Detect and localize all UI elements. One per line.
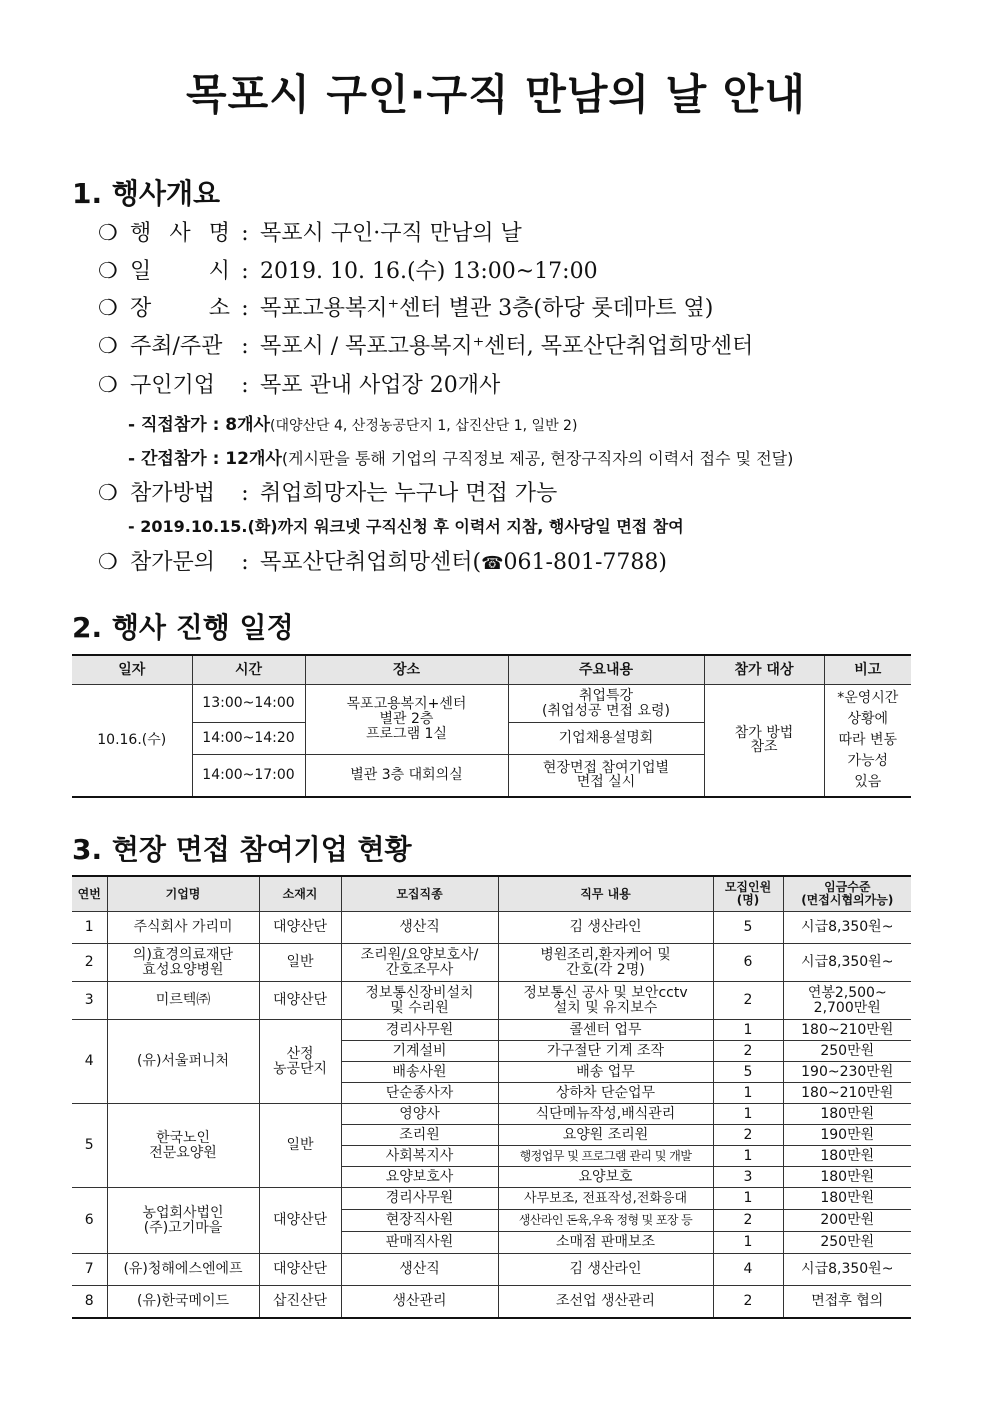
col-header-location: 소재지 — [259, 876, 341, 912]
job-type: 판매직사원 — [341, 1232, 498, 1254]
job-count: 1 — [713, 1104, 783, 1125]
bullet-mark: ❍ — [98, 296, 118, 321]
schedule-table — [72, 654, 911, 798]
bullet-mark: ❍ — [98, 259, 118, 284]
job-wage: 180만원 — [783, 1167, 911, 1188]
job-wage: 시급8,350원~ — [783, 944, 911, 982]
job-desc: 김 생산라인 — [498, 1254, 713, 1286]
job-type: 사회복지사 — [341, 1146, 498, 1167]
sub-direct-label: - 직접참가 : 8개사 — [128, 415, 270, 435]
job-wage: 180~210만원 — [783, 1020, 911, 1041]
overview-item-companies — [98, 368, 500, 399]
overview-label: 주최/주관 — [130, 334, 223, 359]
overview-item-place — [98, 291, 713, 322]
job-wage: 시급8,350원~ — [783, 1254, 911, 1286]
job-count: 5 — [713, 1062, 783, 1083]
col-header-note: 비고 — [824, 655, 911, 685]
job-wage: 180만원 — [783, 1146, 911, 1167]
col-header-place: 장소 — [305, 655, 508, 685]
job-desc: 상하차 단순업무 — [498, 1083, 713, 1104]
job-count: 4 — [713, 1254, 783, 1286]
schedule-time: 13:00~14:00 — [192, 685, 305, 723]
companies-table — [72, 875, 911, 1319]
company-name: 주식회사 가리미 — [107, 912, 259, 944]
company-location: 대양산단 — [259, 1188, 341, 1254]
job-desc: 식단메뉴작성,배식관리 — [498, 1104, 713, 1125]
job-type: 단순종사자 — [341, 1083, 498, 1104]
table-row — [72, 982, 911, 1020]
bullet-mark: ❍ — [98, 373, 118, 398]
schedule-content: 기업채용설명회 — [508, 723, 704, 755]
bullet-mark: ❍ — [98, 550, 118, 575]
job-wage: 250만원 — [783, 1041, 911, 1062]
job-wage: 200만원 — [783, 1210, 911, 1232]
company-location: 대양산단 — [259, 912, 341, 944]
job-wage: 180만원 — [783, 1104, 911, 1125]
schedule-place: 목포고용복지+센터 별관 2층 프로그램 1실 — [305, 685, 508, 755]
job-count: 2 — [713, 1210, 783, 1232]
job-type: 현장직사원 — [341, 1210, 498, 1232]
table-row — [72, 1254, 911, 1286]
colon: : — [241, 221, 249, 246]
job-count: 1 — [713, 1020, 783, 1041]
job-count: 3 — [713, 1167, 783, 1188]
overview-item-date — [98, 254, 598, 285]
job-wage: 180만원 — [783, 1188, 911, 1210]
company-location: 대양산단 — [259, 982, 341, 1020]
overview-label: 참가방법 — [130, 481, 216, 506]
sub-indirect — [128, 444, 793, 469]
company-no: 1 — [72, 912, 107, 944]
col-header-date: 일자 — [72, 655, 192, 685]
overview-item-name — [98, 216, 522, 247]
job-type: 요양보호사 — [341, 1167, 498, 1188]
overview-value: 목포고용복지⁺센터 별관 3층(하당 롯데마트 옆) — [260, 296, 714, 321]
overview-item-contact — [98, 545, 667, 576]
job-desc: 조선업 생산관리 — [498, 1286, 713, 1318]
sub-indirect-label: - 간접참가 : 12개사 — [128, 449, 282, 469]
table-row — [72, 1020, 911, 1041]
job-count: 6 — [713, 944, 783, 982]
job-desc: 사무보조, 전표작성,전화응대 — [498, 1188, 713, 1210]
colon: : — [241, 481, 249, 506]
col-header-job-type: 모집직종 — [341, 876, 498, 912]
job-type: 영양사 — [341, 1104, 498, 1125]
company-no: 2 — [72, 944, 107, 982]
overview-label: 구인기업 — [130, 373, 216, 398]
schedule-note: *운영시간 상황에 따라 변동 가능성 있음 — [824, 685, 911, 797]
overview-label: 장 소 — [130, 296, 230, 321]
section2-heading: 2. 행사 진행 일정 — [72, 611, 294, 644]
overview-value: 목포시 구인·구직 만남의 날 — [260, 221, 522, 246]
company-name: 미르텍㈜ — [107, 982, 259, 1020]
schedule-content: 취업특강 (취업성공 면접 요령) — [508, 685, 704, 723]
job-wage: 연봉2,500~ 2,700만원 — [783, 982, 911, 1020]
table-row — [72, 912, 911, 944]
table-row — [72, 944, 911, 982]
page-title: 목포시 구인·구직 만남의 날 안내 — [186, 70, 806, 119]
job-wage: 시급8,350원~ — [783, 912, 911, 944]
col-header-content: 주요내용 — [508, 655, 704, 685]
overview-value: 목포시 / 목포고용복지⁺센터, 목포산단취업희망센터 — [260, 334, 754, 359]
company-no: 5 — [72, 1104, 107, 1188]
sub-method: - 2019.10.15.(화)까지 워크넷 구직신청 후 이력서 지참, 행사당일 면접 참여 — [128, 517, 684, 536]
job-desc: 김 생산라인 — [498, 912, 713, 944]
schedule-date: 10.16.(수) — [72, 685, 192, 797]
company-name: (유)서울퍼니처 — [107, 1020, 259, 1104]
job-wage: 180~210만원 — [783, 1083, 911, 1104]
company-name: 한국노인 전문요양원 — [107, 1104, 259, 1188]
schedule-time: 14:00~14:20 — [192, 723, 305, 755]
table-header-row — [72, 876, 911, 912]
job-desc: 요양보호 — [498, 1167, 713, 1188]
contact-phone: 061-801-7788) — [503, 550, 667, 575]
overview-item-method — [98, 476, 557, 507]
job-desc: 소매점 판매보조 — [498, 1232, 713, 1254]
col-header-target: 참가 대상 — [704, 655, 824, 685]
company-name: 의)효경의료재단 효성요양병원 — [107, 944, 259, 982]
sub-direct-detail: (대양산단 4, 산정농공단지 1, 삽진산단 1, 일반 2) — [269, 418, 578, 434]
job-desc: 배송 업무 — [498, 1062, 713, 1083]
company-name: (유)청해에스엔에프 — [107, 1254, 259, 1286]
table-header-row — [72, 655, 911, 685]
job-count: 5 — [713, 912, 783, 944]
overview-value: 2019. 10. 16.(수) 13:00~17:00 — [260, 259, 598, 284]
section1-heading: 1. 행사개요 — [72, 177, 221, 210]
job-desc: 병원조리,환자케어 및 간호(각 2명) — [498, 944, 713, 982]
job-type: 생산직 — [341, 912, 498, 944]
bullet-mark: ❍ — [98, 481, 118, 506]
job-desc: 생산라인 돈육,우육 정형 및 포장 등 — [498, 1210, 713, 1232]
col-header-wage: 임금수준 (면접시협의가능) — [783, 876, 911, 912]
bullet-mark: ❍ — [98, 221, 118, 246]
job-wage: 면접후 협의 — [783, 1286, 911, 1318]
table-row — [72, 1104, 911, 1125]
job-count: 1 — [713, 1146, 783, 1167]
company-no: 3 — [72, 982, 107, 1020]
col-header-no: 연번 — [72, 876, 107, 912]
job-desc: 콜센터 업무 — [498, 1020, 713, 1041]
schedule-place: 별관 3층 대회의실 — [305, 755, 508, 797]
job-type: 조리원/요양보호사/ 간호조무사 — [341, 944, 498, 982]
colon: : — [241, 296, 249, 321]
job-type: 정보통신장비설치 및 수리원 — [341, 982, 498, 1020]
job-desc: 요양원 조리원 — [498, 1125, 713, 1146]
job-type: 배송사원 — [341, 1062, 498, 1083]
colon: : — [241, 259, 249, 284]
sub-direct — [128, 410, 577, 435]
job-desc: 행정업무 및 프로그램 관리 및 개발 — [498, 1146, 713, 1167]
sub-indirect-detail: (게시판을 통해 기업의 구직정보 제공, 현장구직자의 이력서 접수 및 전달) — [281, 449, 794, 468]
company-no: 6 — [72, 1188, 107, 1254]
overview-value: 취업희망자는 누구나 면접 가능 — [260, 481, 558, 506]
col-header-time: 시간 — [192, 655, 305, 685]
job-type: 경리사무원 — [341, 1188, 498, 1210]
job-desc: 정보통신 공사 및 보안cctv 설치 및 유지보수 — [498, 982, 713, 1020]
colon: : — [241, 550, 249, 575]
company-no: 7 — [72, 1254, 107, 1286]
overview-label: 참가문의 — [130, 550, 216, 575]
job-count: 2 — [713, 982, 783, 1020]
schedule-content: 현장면접 참여기업별 면접 실시 — [508, 755, 704, 797]
overview-item-host — [98, 329, 753, 360]
company-location: 일반 — [259, 944, 341, 982]
job-count: 1 — [713, 1232, 783, 1254]
company-location: 대양산단 — [259, 1254, 341, 1286]
job-type: 생산직 — [341, 1254, 498, 1286]
overview-label: 행 사 명 — [130, 221, 230, 246]
job-type: 경리사무원 — [341, 1020, 498, 1041]
company-location: 일반 — [259, 1104, 341, 1188]
company-location: 산정 농공단지 — [259, 1020, 341, 1104]
company-no: 4 — [72, 1020, 107, 1104]
job-count: 1 — [713, 1083, 783, 1104]
job-count: 2 — [713, 1125, 783, 1146]
job-type: 기계설비 — [341, 1041, 498, 1062]
overview-value: 목포산단취업희망센터( — [260, 550, 482, 575]
company-no: 8 — [72, 1286, 107, 1318]
job-type: 조리원 — [341, 1125, 498, 1146]
col-header-job-desc: 직무 내용 — [498, 876, 713, 912]
job-count: 2 — [713, 1041, 783, 1062]
table-row — [72, 1286, 911, 1318]
job-wage: 250만원 — [783, 1232, 911, 1254]
colon: : — [241, 373, 249, 398]
schedule-target: 참가 방법 참조 — [704, 685, 824, 797]
job-wage: 190~230만원 — [783, 1062, 911, 1083]
job-desc: 가구절단 기계 조작 — [498, 1041, 713, 1062]
phone-icon: ☎ — [481, 553, 504, 574]
company-name: (유)한국메이드 — [107, 1286, 259, 1318]
table-row — [72, 1188, 911, 1210]
table-row — [72, 685, 911, 723]
section3-heading: 3. 현장 면접 참여기업 현황 — [72, 833, 412, 866]
bullet-mark: ❍ — [98, 334, 118, 359]
job-type: 생산관리 — [341, 1286, 498, 1318]
colon: : — [241, 334, 249, 359]
col-header-company: 기업명 — [107, 876, 259, 912]
overview-value: 목포 관내 사업장 20개사 — [260, 373, 501, 398]
job-wage: 190만원 — [783, 1125, 911, 1146]
schedule-time: 14:00~17:00 — [192, 755, 305, 797]
company-location: 삽진산단 — [259, 1286, 341, 1318]
job-count: 2 — [713, 1286, 783, 1318]
col-header-count: 모집인원 (명) — [713, 876, 783, 912]
job-count: 1 — [713, 1188, 783, 1210]
overview-label: 일 시 — [130, 259, 230, 284]
company-name: 농업회사법인 (주)고기마을 — [107, 1188, 259, 1254]
